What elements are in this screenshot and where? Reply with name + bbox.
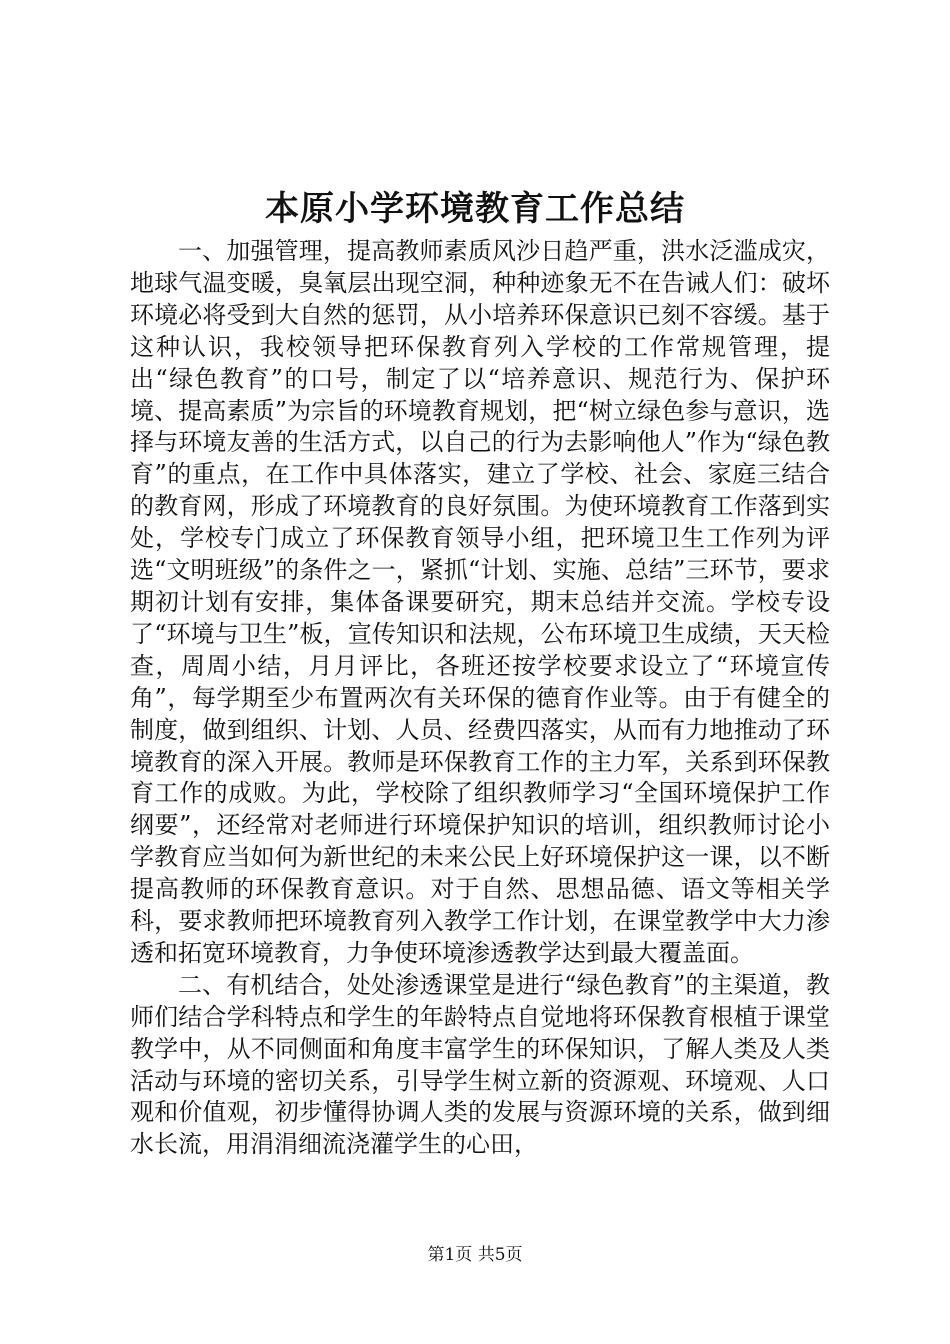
document-title: 本原小学环境教育工作总结 [265, 189, 685, 229]
paragraph-1: 一、加强管理，提高教师素质风沙日趋严重，洪水泛滥成灾，地球气温变暖，臭氧层出现空洞，种种迹象无不在告诫人们：破坏环境必将受到大自然的惩罚，从小培养环保意识已刻不容缓。基于这种认识，我校领导把环保教育列入学校的工作常规管理，提出“绿色教育”的口号，制定了以“培养意识、规范行为、保护环境、提高素质”为宗旨的环境教育规划，把“树立绿色参与意识，选择与环境友善的生活方式，以自己的行为去影响他人”作为“绿色教育”的重点，在工作中具体落实，建立了学校、社会、家庭三结合的教育网，形成了环境教育的良好氛围。为使环境教育工作落到实处，学校专门成立了环保教育领导小组，把环境卫生工作列为评选“文明班级”的条件之一，紧抓“计划、实施、总结”三环节，要求期初计划有安排，集体备课要研究，期末总结并交流。学校专设了“环境与卫生”板，宣传知识和法规，公布环境卫生成绩，天天检查，周周小结，月月评比，各班还按学校要求设立了“环境宣传角”，每学期至少布置两次有关环保的德育作业等。由于有健全的制度，做到组织、计划、人员、经费四落实，从而有力地推动了环境教育的深入开展。教师是环保教育工作的主力军，关系到环保教育工作的成败。为此，学校除了组织教师学习“全国环境保护工作纲要”，还经常对老师进行环境保护知识的培训，组织教师讨论小学教育应当如何为新世纪的未来公民上好环境保护这一课，以不断提高教师的环保教育意识。对于自然、思想品德、语文等相关学科，要求教师把环境教育列入教学工作计划，在课堂教学中大力渗透和拓宽环境教育，力争使环境渗透教学达到最大覆盖面。 [130, 237, 830, 967]
document-body [130, 236, 830, 1161]
page-number-footer: 第1页 共5页 [427, 1245, 523, 1265]
paragraph-2: 二、有机结合，处处渗透课堂是进行“绿色教育”的主渠道，教师们结合学科特点和学生的年龄特点自觉地将环保教育根植于课堂教学中，从不同侧面和角度丰富学生的环保知识，了解人类及人类活动与环境的密切关系，引导学生树立新的资源观、环境观、人口观和价值观，初步懂得协调人类的发展与资源环境的关系，做到细水长流，用涓涓细流浇灌学生的心田， [130, 970, 830, 1159]
